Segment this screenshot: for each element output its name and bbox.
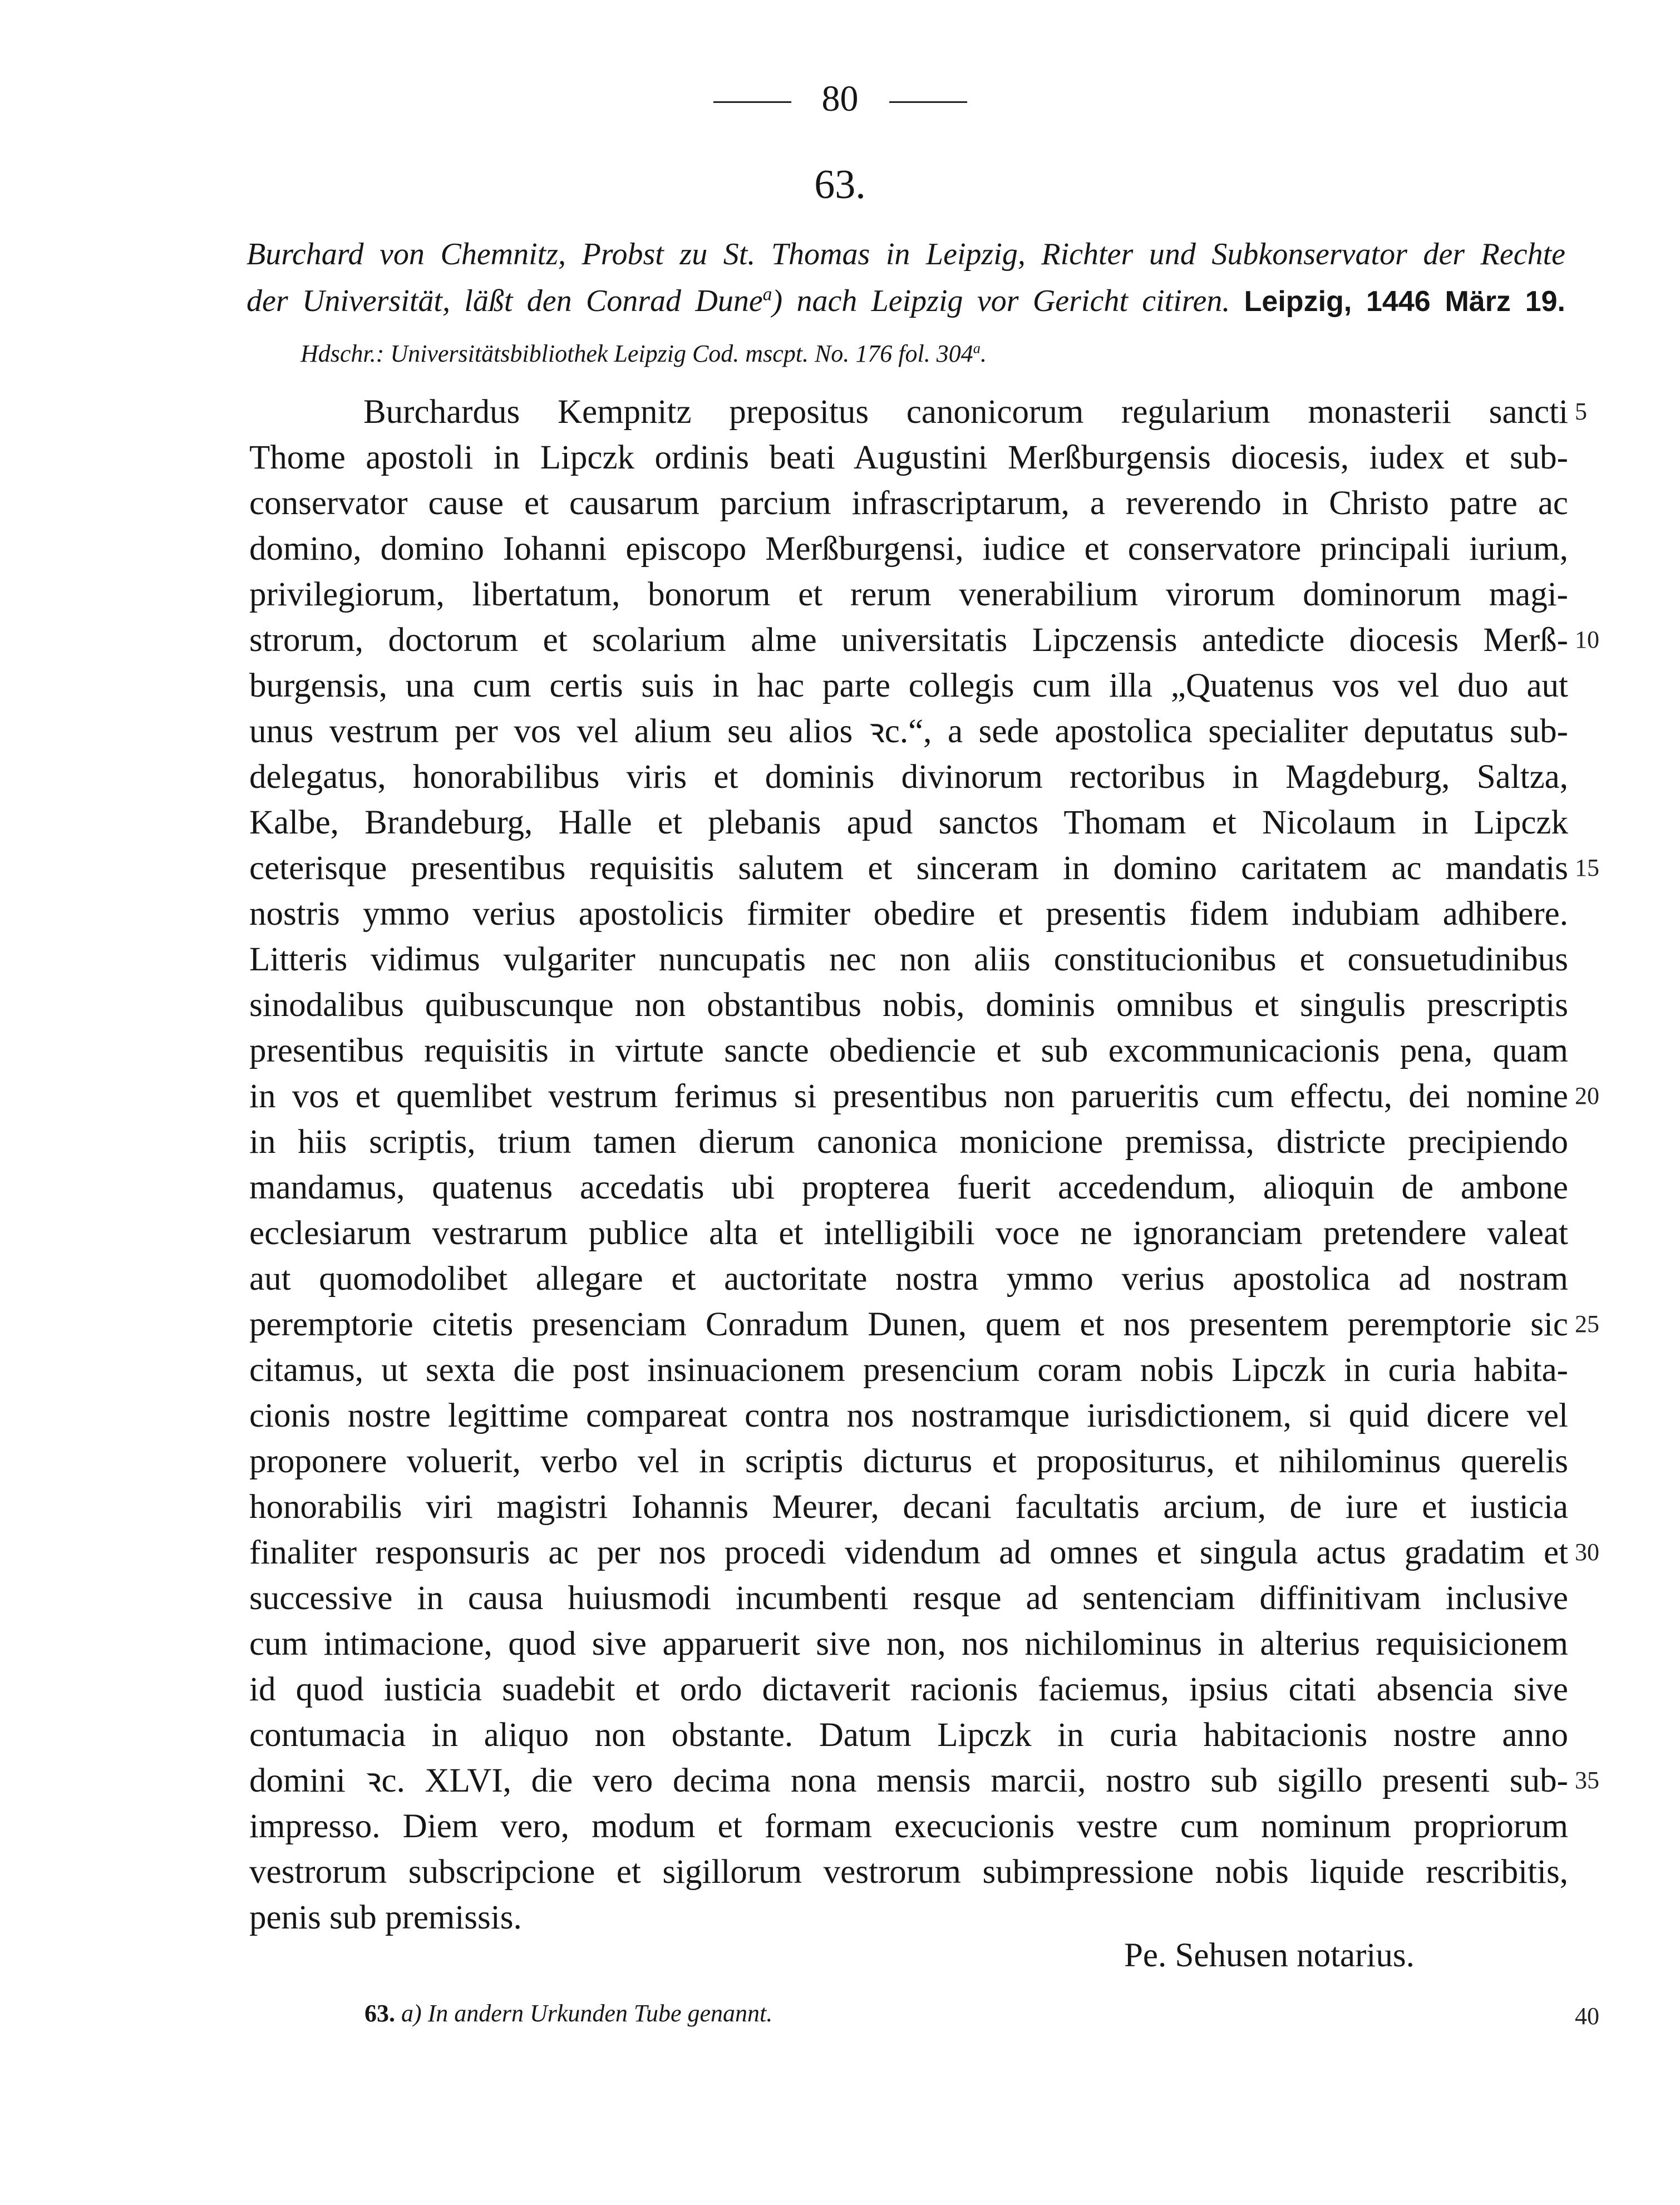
body-line: cionis nostre legittime compareat contra nos nostramque iurisdictionem, si quid dicere vel	[249, 1397, 1568, 1434]
body-line: strorum, doctorum et scolarium alme universitatis Lipczensis antedicte diocesis Merß-	[249, 621, 1568, 659]
body-line: finaliter responsuris ac per nos procedi videndum ad omnes et singula actus gradatim et	[249, 1534, 1568, 1571]
document-number: 63.	[814, 162, 866, 208]
footnote-ref: 63.	[364, 2000, 395, 2027]
footnote-mark: a)	[401, 2000, 422, 2027]
body-line: ecclesiarum vestrarum publice alta et intelligibili voce ne ignoranciam pretendere valeat	[249, 1215, 1568, 1252]
body-line: id quod iusticia suadebit et ordo dictaverit racionis faciemus, ipsius citati absencia sive	[249, 1671, 1568, 1708]
body-line: Thome apostoli in Lipczk ordinis beati Augustini Merßburgensis diocesis, iudex et sub-	[249, 439, 1568, 476]
line-number: 25	[1575, 1310, 1599, 1338]
body-line: honorabilis viri magistri Iohannis Meurer, decani facultatis arcium, de iure et iusticia	[249, 1488, 1568, 1526]
notary-signature: Pe. Sehusen notarius.	[1124, 1937, 1415, 1974]
body-line: mandamus, quatenus accedatis ubi propterea fuerit accedendum, alioquin de ambone	[249, 1169, 1568, 1206]
regest-line	[247, 278, 1565, 325]
manuscript-source-end: .	[980, 340, 987, 367]
body-line: delegatus, honorabilibus viris et dominis divinorum rectoribus in Magdeburg, Saltza,	[249, 758, 1568, 796]
place-date: Leipzig, 1446 März 19.	[1244, 285, 1565, 318]
body-line: nostris ymmo verius apostolicis firmiter obedire et presentis fidem indubiam adhibere.	[249, 895, 1568, 933]
body-line: privilegiorum, libertatum, bonorum et rerum venerabilium virorum dominorum magi-	[249, 576, 1568, 613]
body-line: impresso. Diem vero, modum et formam execucionis vestre cum nominum propriorum	[249, 1808, 1568, 1845]
manuscript-source-text: Hdschr.: Universitätsbibliothek Leipzig Cod. mscpt. No. 176 fol. 304	[300, 340, 973, 367]
body-line: citamus, ut sexta die post insinuacionem presencium coram nobis Lipczk in curia habita-	[249, 1351, 1568, 1389]
body-line: in vos et quemlibet vestrum ferimus si presentibus non parueritis cum effectu, dei nomine	[249, 1078, 1568, 1115]
body-line: cum intimacione, quod sive apparuerit sive non, nos nichilominus in alterius requisicionem	[249, 1625, 1568, 1663]
body-line: ceterisque presentibus requisitis salutem et sinceram in domino caritatem ac mandatis	[249, 850, 1568, 887]
line-number: 5	[1575, 398, 1587, 425]
body-line: sinodalibus quibuscunque non obstantibus nobis, dominis omnibus et singulis prescriptis	[249, 986, 1568, 1024]
body-line: penis sub premissis.	[249, 1899, 522, 1936]
running-header	[0, 78, 1680, 120]
document-body	[249, 389, 1568, 1941]
regest-line: Burchard von Chemnitz, Probst zu St. Thomas in Leipzig, Richter und Subkonservator der Rechte	[247, 237, 1565, 272]
line-number: 30	[1575, 1538, 1599, 1566]
body-line: vestrorum subscripcione et sigillorum vestrorum subimpressione nobis liquide rescribitis,	[249, 1853, 1568, 1891]
body-line: proponere voluerit, verbo vel in scriptis dicturus et propositurus, et nihilominus querelis	[249, 1443, 1568, 1480]
line-number: 15	[1575, 854, 1599, 881]
body-line: domini ꝛc. XLVI, die vero decima nona mensis marcii, nostro sub sigillo presenti sub-	[249, 1762, 1568, 1799]
body-line: Kalbe, Brandeburg, Halle et plebanis apud sanctos Thomam et Nicolaum in Lipczk	[249, 804, 1568, 841]
body-line: in hiis scriptis, trium tamen dierum canonica monicione premissa, districte precipiendo	[249, 1123, 1568, 1161]
body-line: contumacia in aliquo non obstante. Datum Lipczk in curia habitacionis nostre anno	[249, 1716, 1568, 1754]
body-line: peremptorie citetis presenciam Conradum Dunen, quem et nos presentem peremptorie sic	[249, 1306, 1568, 1343]
body-line: presentibus requisitis in virtute sancte obediencie et sub excommunicacionis pena, quam	[249, 1032, 1568, 1069]
header-rule-right	[889, 101, 967, 103]
body-line: burgensis, una cum certis suis in hac parte collegis cum illa „Quatenus vos vel duo aut	[249, 667, 1568, 704]
manuscript-source	[300, 339, 987, 368]
regest-line-text: der Universität, läßt den Conrad Dune	[247, 284, 763, 318]
line-number: 40	[1575, 2002, 1599, 2030]
footnote-mark: a	[762, 284, 772, 305]
footnote	[364, 1999, 772, 2028]
body-line: successive in causa huiusmodi incumbenti resque ad sentenciam diffinitivam inclusive	[249, 1580, 1568, 1617]
body-line: aut quomodolibet allegare et auctoritate nostra ymmo verius apostolica ad nostram	[249, 1260, 1568, 1298]
body-line: Burchardus Kempnitz prepositus canonicorum regularium monasterii sancti	[363, 393, 1568, 431]
footnote-text: In andern Urkunden Tube genannt.	[427, 2000, 773, 2027]
line-number: 10	[1575, 626, 1599, 653]
line-number: 20	[1575, 1082, 1599, 1109]
body-line: Litteris vidimus vulgariter nuncupatis nec non aliis constitucionibus et consuetudinibus	[249, 941, 1568, 978]
body-line: conservator cause et causarum parcium infrascriptarum, a reverendo in Christo patre ac	[249, 485, 1568, 522]
body-line: domino, domino Iohanni episcopo Merßburgensi, iudice et conservatore principali iurium,	[249, 530, 1568, 568]
regest-tail: ) nach Leipzig vor Gericht citiren.	[772, 284, 1230, 318]
page-number: 80	[821, 78, 859, 119]
folio-mark: a	[973, 339, 981, 357]
header-rule-left	[713, 101, 791, 103]
regest-summary	[247, 231, 1565, 325]
body-line: unus vestrum per vos vel alium seu alios ꝛc.“, a sede apostolica specialiter deputatus sub-	[249, 713, 1568, 750]
line-number: 35	[1575, 1767, 1599, 1794]
